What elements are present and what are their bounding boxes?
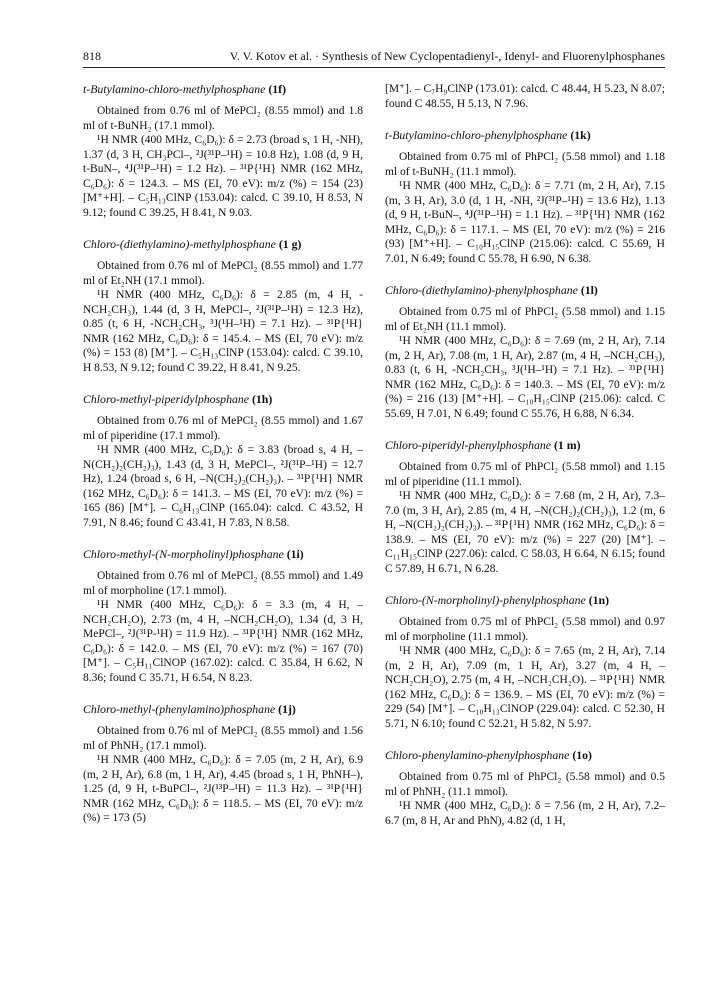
compound-id: (1 m) bbox=[553, 438, 581, 452]
synthesis-paragraph: Obtained from 0.75 ml of PhPCl₂ (5.58 mmol) and 0.5 ml of PhNH₂ (11.1 mmol). bbox=[385, 771, 665, 798]
page-number: 818 bbox=[83, 49, 101, 63]
characterization-paragraph: ¹H NMR (400 MHz, C₆D₆): δ = 2.73 (broad s, 1 H, -NH), 1.37 (d, 3 H, CH₃PCl–, ²J(³¹P–¹H) = 10.8 Hz), 1.08 (d, 9 H, t-BuN–, ⁴J(³¹P–¹H) = 1.2 Hz). – ³¹P{¹H} NMR (162 MHz, C₆D₆): δ = 124.3. – MS (EI, 70 eV): m/z (%) = 154 (23) [M⁺+H]. – C₅H₁₃ClNP (153.04): calcd. C 39.10, H 8.53, N 9.12; found C 39.25, H 8.41, N 9.03. bbox=[83, 134, 363, 219]
compound-id: (1k) bbox=[570, 128, 591, 142]
entry-title: Chloro-(N-morpholinyl)-phenylphosphane (1n) bbox=[385, 593, 610, 607]
synthesis-paragraph: Obtained from 0.76 ml of MePCl₂ (8.55 mmol) and 1.49 ml of morpholine (17.1 mmol). bbox=[83, 570, 363, 597]
compound-entry-1j bbox=[83, 702, 363, 826]
compound-entry-1g bbox=[83, 237, 363, 375]
synthesis-paragraph: Obtained from 0.75 ml of PhPCl₂ (5.58 mmol) and 0.97 ml of morpholine (11.1 mmol). bbox=[385, 616, 665, 643]
continuation-paragraph: [M⁺]. – C₇H₉ClNP (173.01): calcd. C 48.44, H 5.23, N 8.07; found C 48.55, H 5.13, N 7.96. bbox=[385, 83, 665, 110]
synthesis-paragraph: Obtained from 0.75 ml of PhPCl₂ (5.58 mmol) and 1.15 ml of Et₂NH (11.1 mmol). bbox=[385, 306, 665, 333]
synthesis-paragraph: Obtained from 0.76 ml of MePCl₂ (8.55 mmol) and 1.77 ml of Et₂NH (17.1 mmol). bbox=[83, 260, 363, 287]
compound-id: (1f) bbox=[268, 82, 287, 96]
compound-id: (1o) bbox=[572, 748, 592, 762]
entry-title: Chloro-(diethylamino)-methylphosphane (1 g) bbox=[83, 237, 302, 251]
characterization-paragraph: ¹H NMR (400 MHz, C₆D₆): δ = 7.68 (m, 2 H, Ar), 7.3–7.0 (m, 3 H, Ar), 2.85 (m, 4 H, –N(CH₂)₂(CH₂)₃), 1.2 (m, 6 H, –N(CH₂)₂(CH₂)₃). – ³¹P{¹H} NMR (162 MHz, C₆D₆): δ = 138.9. – MS (EI, 70 eV): m/z (%) = 227 (20) [M⁺]. – C₁₁H₁₅ClNP (227.06): calcd. C 58.03, H 6.64, N 6.15; found C 57.89, H 6.71, N 6.28. bbox=[385, 490, 665, 575]
entry-title: Chloro-methyl-(N-morpholinyl)phosphane (1i) bbox=[83, 547, 304, 561]
compound-id: (1i) bbox=[286, 547, 304, 561]
entry-title: Chloro-piperidyl-phenylphosphane (1 m) bbox=[385, 438, 581, 452]
compound-entry-1m bbox=[385, 438, 665, 576]
compound-entry-1k bbox=[385, 128, 665, 266]
characterization-paragraph: ¹H NMR (400 MHz, C₆D₆): δ = 7.69 (m, 2 H, Ar), 7.14 (m, 2 H, Ar), 7.08 (m, 1 H, Ar), 2.87 (m, 4 H, –NCH₂CH₃), 0.83 (t, 6 H, -NCH₂CH₃, ³J(¹H–¹H) = 7.1 Hz). – ³¹P{¹H} NMR (162 MHz, C₆D₆): δ = 140.3. – MS (EI, 70 eV): m/z (%) = 216 (13) [M⁺+H]. – C₁₀H₁₅ClNP (215.06): calcd. C 55.69, H 7.01, N 6.49; found C 55.76, H 6.88, N 6.34. bbox=[385, 335, 665, 420]
compound-id: (1h) bbox=[251, 392, 273, 406]
compound-entry-1i bbox=[83, 547, 363, 685]
synthesis-paragraph: Obtained from 0.76 ml of MePCl₂ (8.55 mmol) and 1.56 ml of PhNH₂ (17.1 mmol). bbox=[83, 725, 363, 752]
left-column bbox=[83, 82, 363, 826]
compound-entry-1n bbox=[385, 593, 665, 731]
compound-id: (1j) bbox=[278, 702, 296, 716]
entry-title: t-Butylamino-chloro-phenylphosphane (1k) bbox=[385, 128, 591, 142]
header-rule bbox=[83, 67, 665, 68]
synthesis-paragraph: Obtained from 0.76 ml of MePCl₂ (8.55 mmol) and 1.8 ml of t-BuNH₂ (17.1 mmol). bbox=[83, 105, 363, 132]
characterization-paragraph: ¹H NMR (400 MHz, C₆D₆): δ = 7.71 (m, 2 H, Ar), 7.15 (m, 3 H, Ar), 3.0 (d, 1 H, -NH, ²J(³¹P–¹H) = 13.6 Hz), 1.13 (d, 9 H, t-BuN–, ⁴J(³¹P–¹H) = 1.1 Hz). – ³¹P{¹H} NMR (162 MHz, C₆D₆): δ = 117.1. – MS (EI, 70 eV): m/z (%) = 216 (93) [M⁺+H]. – C₁₀H₁₅ClNP (215.06): calcd. C 55.69, H 7.01, N 6.49; found C 55.78, H 6.90, N 6.38. bbox=[385, 180, 665, 265]
entry-title: Chloro-(diethylamino)-phenylphosphane (1l) bbox=[385, 283, 598, 297]
synthesis-paragraph: Obtained from 0.75 ml of PhPCl₂ (5.58 mmol) and 1.18 ml of t-BuNH₂ (11.1 mmol). bbox=[385, 151, 665, 178]
entry-title: t-Butylamino-chloro-methylphosphane (1f) bbox=[83, 82, 287, 96]
entry-title: Chloro-phenylamino-phenylphosphane (1o) bbox=[385, 748, 592, 762]
characterization-paragraph: ¹H NMR (400 MHz, C₆D₆): δ = 3.3 (m, 4 H, –NCH₂CH₂O), 2.73 (m, 4 H, –NCH₂CH₂O), 1.34 (d, 3 H, MePCl–, ²J(³¹P-¹H) = 11.9 Hz). – ³¹P{¹H} NMR (162 MHz, C₆D₆): δ = 142.0. – MS (EI, 70 eV): m/z (%) = 167 (70) [M⁺]. – C₅H₁₁ClNOP (167.02): calcd. C 35.84, H 6.62, N 8.36; found C 35.71, H 6.54, N 8.23. bbox=[83, 599, 363, 684]
characterization-paragraph: ¹H NMR (400 MHz, C₆D₆): δ = 7.56 (m, 2 H, Ar), 7.2–6.7 (m, 8 H, Ar and PhN), 4.82 (d, 1 H, bbox=[385, 800, 665, 827]
compound-entry-1f bbox=[83, 82, 363, 220]
characterization-paragraph: ¹H NMR (400 MHz, C₆D₆): δ = 3.83 (broad s, 4 H, –N(CH₂)₂(CH₂)₃), 1.43 (d, 3 H, MePCl–, ²J(³¹P–¹H) = 12.7 Hz), 1.24 (broad s, 6 H, –N(CH₂)₂(CH₂)₃). – ³¹P{¹H} NMR (162 MHz, C₆D₆): δ = 141.3. – MS (EI, 70 eV): m/z (%) = 165 (86) [M⁺]. – C₆H₁₃ClNP (165.04): calcd. C 43.52, H 7.91, N 8.46; found C 43.41, H 7.83, N 8.58. bbox=[83, 444, 363, 529]
synthesis-paragraph: Obtained from 0.76 ml of MePCl₂ (8.55 mmol) and 1.67 ml of piperidine (17.1 mmol). bbox=[83, 415, 363, 442]
entry-title: Chloro-methyl-(phenylamino)phosphane (1j) bbox=[83, 702, 296, 716]
entry-title: Chloro-methyl-piperidylphosphane (1h) bbox=[83, 392, 273, 406]
compound-entry-1o bbox=[385, 748, 665, 828]
synthesis-paragraph: Obtained from 0.75 ml of PhPCl₂ (5.58 mmol) and 1.15 ml of piperidine (11.1 mmol). bbox=[385, 461, 665, 488]
continued-text bbox=[385, 82, 665, 111]
compound-entry-1h bbox=[83, 392, 363, 530]
characterization-paragraph: ¹H NMR (400 MHz, C₆D₆): δ = 7.65 (m, 2 H, Ar), 7.14 (m, 2 H, Ar), 7.09 (m, 1 H, Ar), 3.27 (m, 4 H, –NCH₂CH₂O), 2.75 (m, 4 H, –NCH₂CH₂O). – ³¹P{¹H} NMR (162 MHz, C₆D₆): δ = 136.9. – MS (EI, 70 eV): m/z (%) = 229 (54) [M⁺]. – C₁₀H₁₃ClNOP (229.04): calcd. C 52.30, H 5.71, N 6.10; found C 52.21, H 5.82, N 5.97. bbox=[385, 645, 665, 730]
characterization-paragraph: ¹H NMR (400 MHz, C₆D₆): δ = 2.85 (m, 4 H, -NCH₂CH₃), 1.44 (d, 3 H, MePCl–, ²J(³¹P–¹H) = 12.3 Hz), 0.85 (t, 6 H, -NCH₂CH₃, ³J(¹H–¹H) = 7.1 Hz). – ³¹P{¹H} NMR (162 MHz, C₆D₆): δ = 145.4. – MS (EI, 70 eV): m/z (%) = 153 (8) [M⁺]. – C₅H₁₃ClNP (153.04): calcd. C 39.10, H 8.53, N 9.12; found C 39.22, H 8.41, N 9.25. bbox=[83, 289, 363, 374]
compound-entry-1l bbox=[385, 283, 665, 421]
page-header bbox=[83, 48, 665, 66]
characterization-paragraph: ¹H NMR (400 MHz, C₆D₆): δ = 7.05 (m, 2 H, Ar), 6.9 (m, 2 H, Ar), 6.8 (m, 1 H, Ar), 4.45 (broad s, 1 H, PhNH–), 1.25 (d, 9 H, t-BuPCl–, ²J(¹³P–¹H) = 11.3 Hz). – ³¹P{¹H} NMR (162 MHz, C₆D₆): δ = 118.5. – MS (EI, 70 eV): m/z (%) = 173 (5) bbox=[83, 754, 363, 824]
compound-id: (1 g) bbox=[278, 237, 302, 251]
running-head: V. V. Kotov et al. · Synthesis of New Cyclopentadienyl-, Idenyl- and Fluorenylphosphanes bbox=[229, 49, 665, 63]
right-column bbox=[385, 82, 665, 828]
compound-id: (1n) bbox=[588, 593, 610, 607]
compound-id: (1l) bbox=[580, 283, 598, 297]
